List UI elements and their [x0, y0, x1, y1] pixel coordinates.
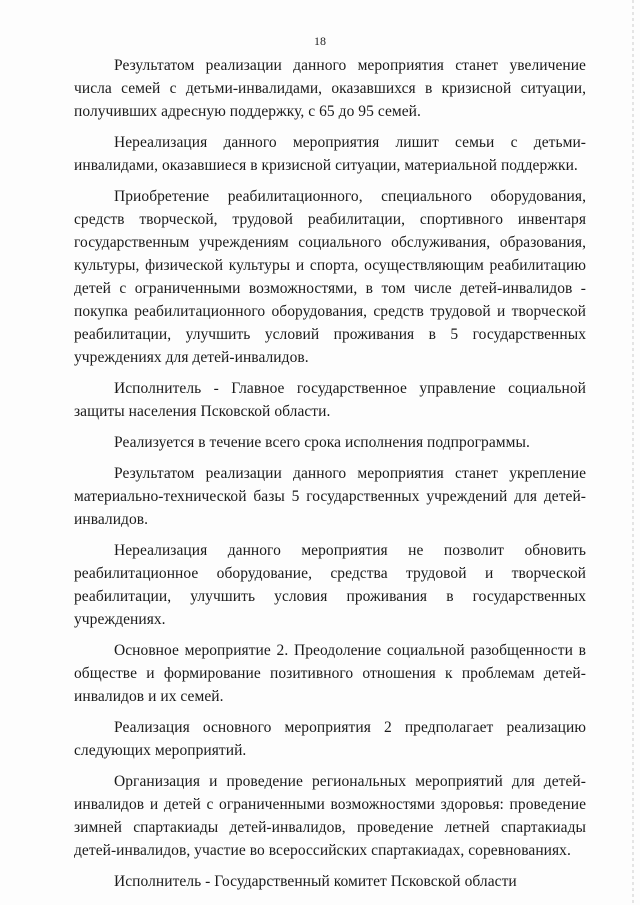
paragraph-result-families: Результатом реализации данного мероприятия станет увеличение числа семей с детьми-инвалидами, оказавшихся в кризисной ситуации, получивших адресную поддержку, с 65 до 95 семей.: [74, 57, 586, 120]
paragraph-equipment-purchase: Приобретение реабилитационного, специального оборудования, средств творческой, трудовой реабилитации, спортивного инвентаря государственным учреждениям социального обслуживания, образования, культуры, физической культуры и спорта, осуществляющим реабилитацию детей с ограниченными возможностями, в том числе детей-инвалидов - покупка реабилитационного оборудования, средств трудовой и творческой реабилитации, улучшить условий проживания в 5 государственных учреждениях для детей-инвалидов.: [74, 188, 586, 366]
paragraph-nonimplementation-institutions: Нереализация данного мероприятия не позволит обновить реабилитационное оборудование, средства трудовой и творческой реабилитации, улучшить условия проживания в государственных учреждениях.: [74, 542, 586, 628]
paragraph-main-activity-2: Основное мероприятие 2. Преодоление социальной разобщенности в обществе и формирование позитивного отношения к проблемам детей-инвалидов и их семей.: [74, 642, 586, 705]
paragraph-result-institutions: Результатом реализации данного мероприятия станет укрепление материально-технической базы 5 государственных учреждений для детей-инвалидов.: [74, 465, 586, 528]
paragraph-executor-social-protection: Исполнитель - Главное государственное управление социальной защиты населения Псковской области.: [74, 380, 586, 420]
scan-edge-mark: [632, 0, 634, 905]
page-number: 18: [314, 34, 326, 48]
paragraph-nonimplementation-families: Нереализация данного мероприятия лишит семьи с детьми-инвалидами, оказавшиеся в кризисной ситуации, материальной поддержки.: [74, 134, 586, 174]
paragraph-activity-2-implementation: Реализация основного мероприятия 2 предполагает реализацию следующих мероприятий.: [74, 719, 586, 759]
paragraph-implementation-period: Реализуется в течение всего срока исполнения подпрограммы.: [114, 434, 530, 451]
document-body: [74, 54, 586, 897]
paragraph-executor-state-committee: Исполнитель - Государственный комитет Псковской области: [114, 873, 517, 890]
paragraph-regional-events: Организация и проведение региональных мероприятий для детей-инвалидов и детей с ограниченными возможностями здоровья: проведение зимней спартакиады детей-инвалидов, проведение летней спартакиады детей-инвалидов, участие во всероссийских спартакиадах, соревнованиях.: [74, 773, 586, 859]
